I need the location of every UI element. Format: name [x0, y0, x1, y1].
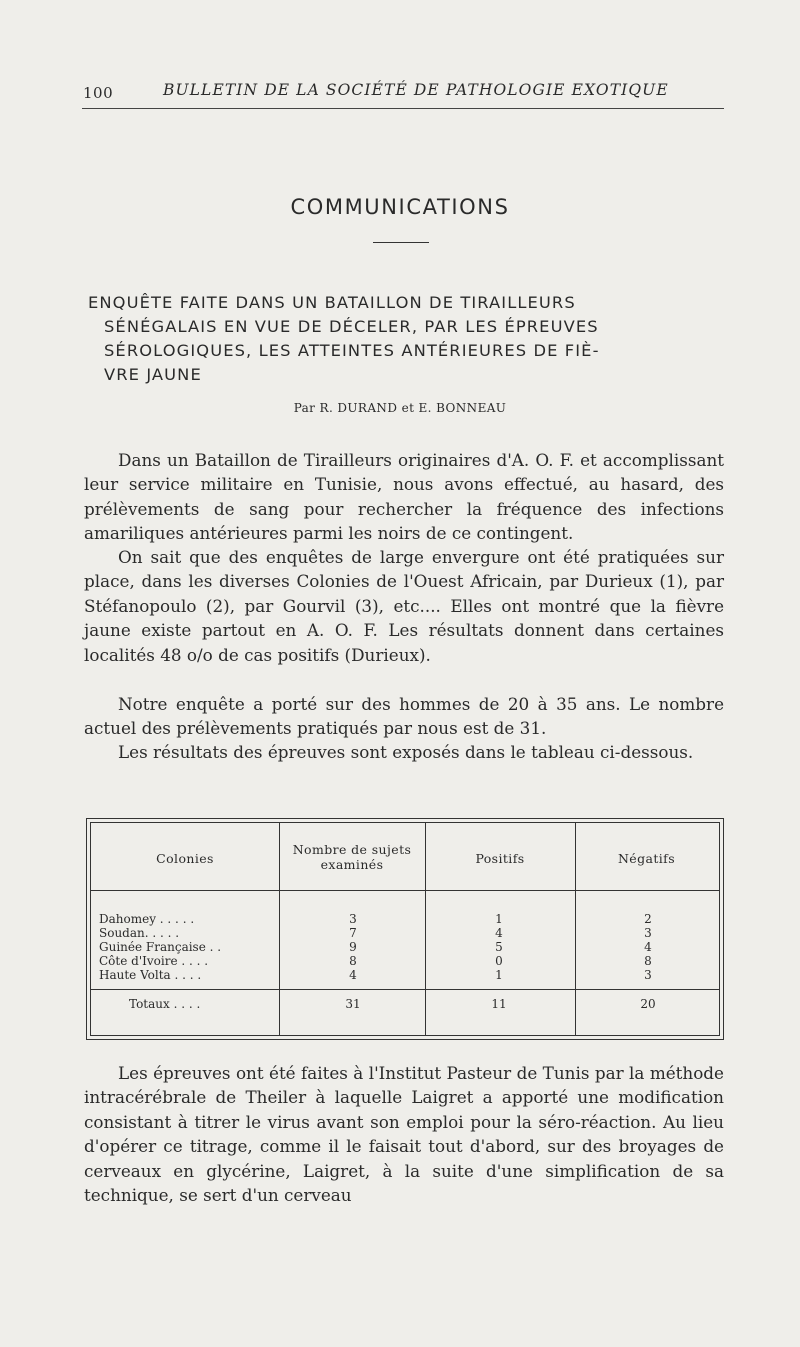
- results-table: [86, 818, 724, 1040]
- authors: Par R. DURAND et E. BONNEAU: [293, 401, 507, 415]
- row-negative: 4: [644, 940, 652, 954]
- totals-examined: 31: [345, 997, 361, 1011]
- row-examined: 7: [349, 926, 357, 940]
- row-negative: 2: [644, 912, 652, 926]
- row-positive: 5: [495, 940, 503, 954]
- row-examined: 4: [349, 968, 357, 982]
- row-colony: Guinée Française . .: [99, 940, 222, 954]
- row-colony: Haute Volta . . . .: [99, 968, 202, 982]
- row-examined: 3: [349, 912, 357, 926]
- row-positive: 4: [495, 926, 503, 940]
- title-line: VRE JAUNE: [104, 365, 202, 384]
- totals-label: Totaux . . . .: [129, 997, 201, 1011]
- journal-title: BULLETIN DE LA SOCIÉTÉ DE PATHOLOGIE EXOTIQUE: [163, 81, 669, 99]
- row-examined: 9: [349, 940, 357, 954]
- running-head: [83, 78, 723, 104]
- row-negative: 3: [644, 968, 652, 982]
- totals-rule: [91, 989, 719, 990]
- title-line: ENQUÊTE FAITE DANS UN BATAILLON DE TIRAILLEURS: [88, 293, 576, 312]
- section-rule: [373, 242, 429, 243]
- row-examined: 8: [349, 954, 357, 968]
- paragraph: Notre enquête a porté sur des hommes de 20 à 35 ans. Le nombre actuel des prélèvements pratiqués par nous est de 31.: [84, 694, 724, 739]
- header-negative: Négatifs: [617, 851, 676, 866]
- row-colony: Côte d'Ivoire . . . .: [99, 954, 209, 968]
- header-examined: Nombre de sujets examinés: [292, 842, 412, 872]
- paragraph: Dans un Bataillon de Tirailleurs originaires d'A. O. F. et accomplissant leur service militaire en Tunisie, nous avons effectué, au hasard, des prélèvements de sang pour rechercher la fréquence des infections amariliques antérieures parmi les noirs de ce contingent.: [84, 450, 724, 544]
- article-title: [88, 291, 728, 387]
- row-negative: 8: [644, 954, 652, 968]
- title-line: SÉROLOGIQUES, LES ATTEINTES ANTÉRIEURES DE FIÈ-: [104, 341, 600, 360]
- header-positive: Positifs: [475, 851, 525, 866]
- table-frame: [90, 822, 720, 1036]
- row-colony: Soudan. . . . .: [99, 926, 180, 940]
- row-positive: 0: [495, 954, 503, 968]
- header-colonies: Colonies: [156, 851, 214, 866]
- row-colony: Dahomey . . . . .: [99, 912, 195, 926]
- page-number: 100: [83, 84, 114, 102]
- section-title: COMMUNICATIONS: [290, 195, 510, 219]
- paragraph: On sait que des enquêtes de large envergure ont été pratiquées sur place, dans les diverses Colonies de l'Ouest Africain, par Durieux (1), par Stéfanopoulo (2), par Gourvil (3), etc.... Elles ont montré que la fièvre jaune existe partout en A. O. F. Les résultats donnent dans certaines localités 48 o/o de cas positifs (Durieux).: [84, 547, 724, 665]
- paragraph: Les résultats des épreuves sont exposés dans le tableau ci-dessous.: [118, 742, 694, 762]
- row-positive: 1: [495, 968, 503, 982]
- header-rule: [82, 108, 724, 109]
- row-negative: 3: [644, 926, 652, 940]
- paragraph: Les épreuves ont été faites à l'Institut Pasteur de Tunis par la méthode intracérébrale de Theiler à laquelle Laigret a apporté une modification consistant à titrer le virus avant son emploi pour la séro-réaction. Au lieu d'opérer ce titrage, comme il le faisait tout d'abord, sur des broyages de cerveaux en glycérine, Laigret, à la suite d'une simplification de sa technique, se sert d'un cerveau: [84, 1063, 724, 1206]
- totals-positive: 11: [491, 997, 507, 1011]
- header-rule: [91, 890, 719, 891]
- title-line: SÉNÉGALAIS EN VUE DE DÉCELER, PAR LES ÉPREUVES: [104, 317, 599, 336]
- row-positive: 1: [495, 912, 503, 926]
- totals-negative: 20: [640, 997, 656, 1011]
